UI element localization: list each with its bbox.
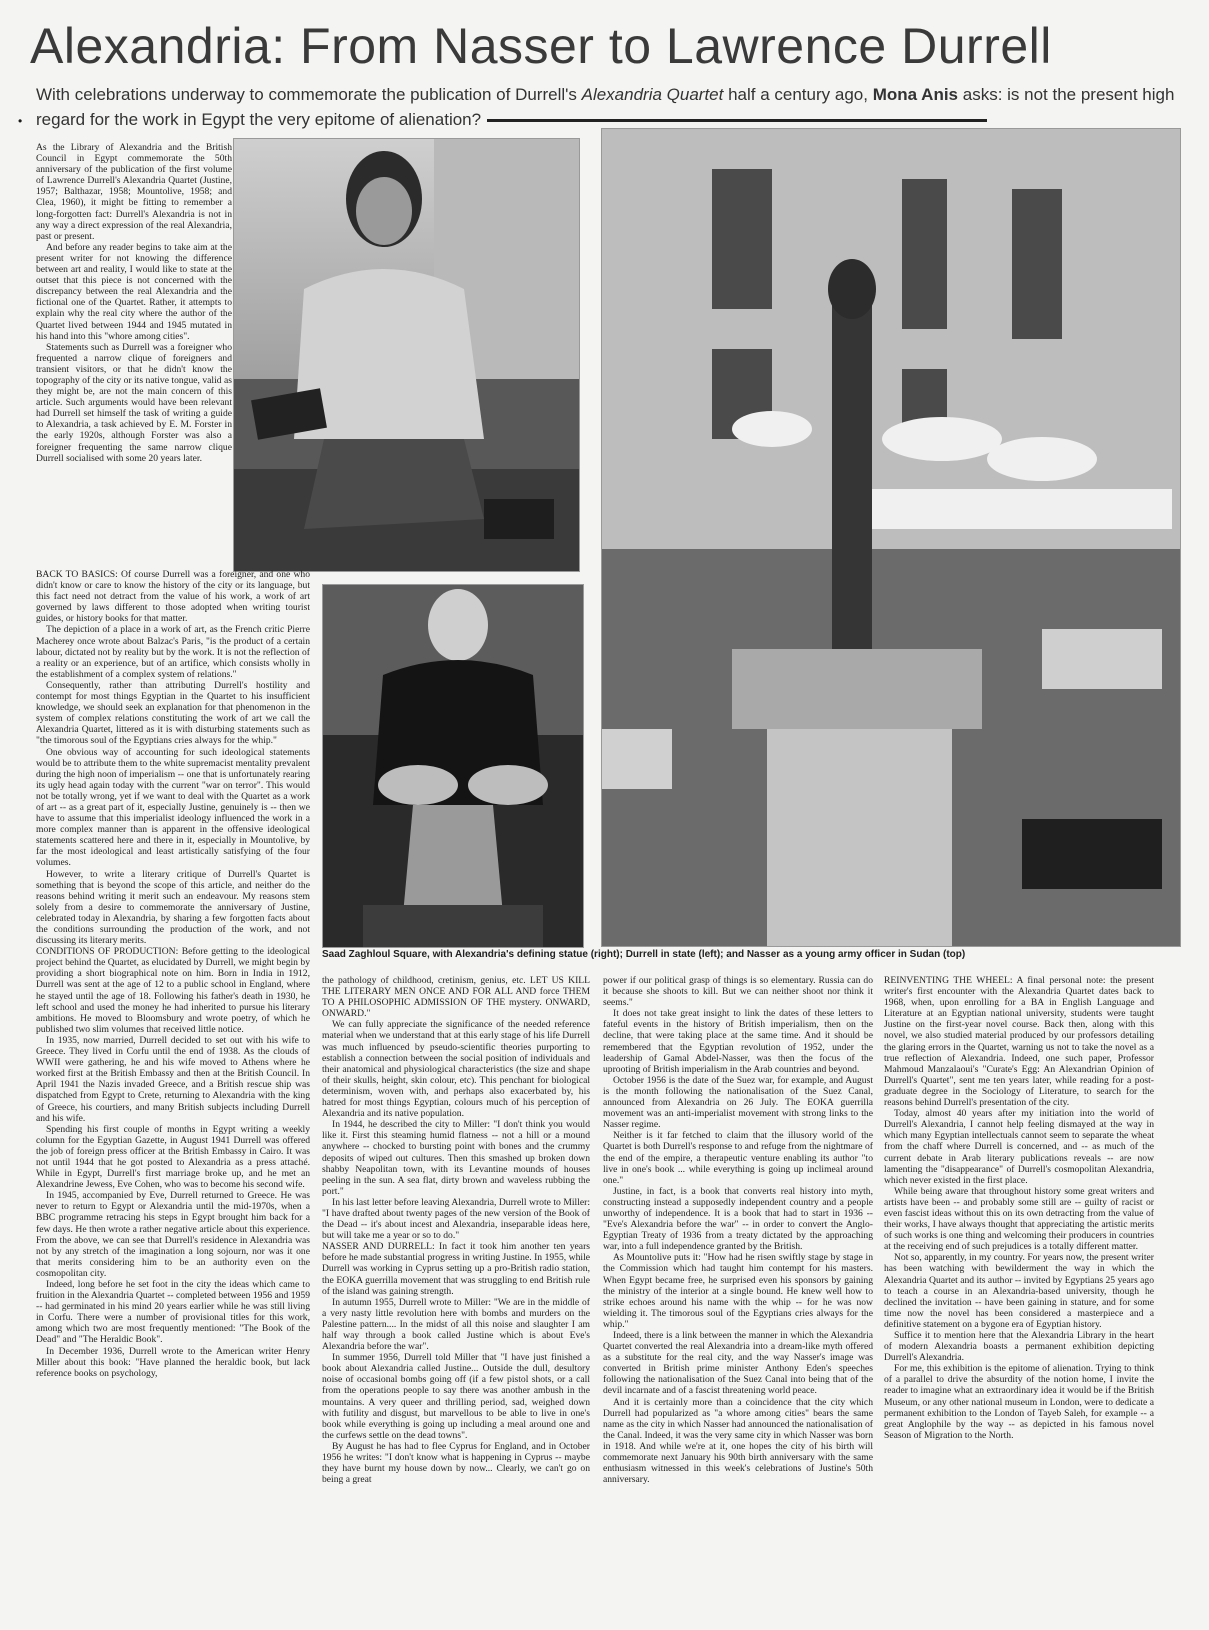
- paragraph: In autumn 1955, Durrell wrote to Miller: "We are in the middle of a very nasty little revolution here with bombs and murders on the Palestine pattern.... In the midst of all this noise and slaughter I am half way through a book called Justine which is about Eve's Alexandria before the war".: [322, 1296, 590, 1353]
- paragraph: In 1935, now married, Durrell decided to set out with his wife to Greece. They lived in Corfu until the end of 1938. As the clouds of WWII were gathering, he and his wife moved to Athens where he worked first at the British Embassy and then at the British Council. In April 1941 the Nazis invaded Greece, and a British rescue ship was dispatched from Egypt to Crete, returning to Alexandria with the king of Greece, his courtiers, and many British subjects including Durrell and his wife.: [36, 1034, 310, 1124]
- bullet-mark: •: [18, 114, 23, 128]
- paragraph: As Mountolive puts it: "How had he risen swiftly stage by stage in the Commission which had taught him contempt for his masters. When Egypt became free, he surprised even his sponsors by gaining the ministry of the interior at a single bound. He knew well how to strike echoes around his name with the whip -- for he was now wielding it. The timorous soul of the Egyptians cries always for the whip.": [603, 1252, 873, 1330]
- paragraph: Today, almost 40 years after my initiation into the world of Durrell's Alexandria, I cannot help feeling dismayed at the way in which many Egyptian intellectuals cannot seem to separate the wheat from the chaff where Durrell is concerned, and -- as much of the current debate in Arab literary publications reveals -- are now lamenting the "disappearance" of Durrell's cosmopolitan Alexandria, which never existed in the first place.: [884, 1108, 1154, 1186]
- article-column-1: [36, 142, 232, 569]
- paragraph: In summer 1956, Durrell told Miller that "I have just finished a book about Alexandria called Justine... Outside the dull, desultory noise of occasional bombs going off (if a few pistol shots, or a call from the operations people to say there was another ambush in the mountains. A very queer and thrilling period, sad, weighed down with futility and disgust, but marvellous to be able to live in one's book while everything is going up including a meal around one and the curfews settle on the dead towns".: [322, 1352, 590, 1441]
- paragraph: It does not take great insight to link the dates of these letters to fateful events in the history of British imperialism, then on the decline, that were taking place at the same time. And it should be remembered that the Egyptian revolution of 1952, under the leadership of Gamal Abdel-Nasser, was then the focus of the uprooting of British imperialism in the Arab countries and beyond.: [603, 1008, 873, 1075]
- paragraph: CONDITIONS OF PRODUCTION: Before getting to the ideological project behind the Quartet, as elucidated by Durrell, we might begin by providing a short biographical note on him. Born in India in 1912, Durrell was sent at the age of 12 to a public school in England, where he stayed until the age of 18. Following his father's death in 1930, he left school and used the money he had inherited to pursue his literary ambitions. He moved to Bloomsbury and wrote poetry, of which he published two slim volumes that received little notice.: [36, 946, 310, 1035]
- paragraph: Justine, in fact, is a book that converts real history into myth, constructing instead a supposedly independent country and a people unworthy of independence. It is a book that had to start in 1936 -- "Eve's Alexandria before the war" -- in order to convert the Anglo-Egyptian Treaty of 1936 from a treaty dictated by the approaching war, into a full independence granted by the British.: [603, 1185, 873, 1253]
- standfirst-rule: [487, 119, 987, 122]
- paragraph: In 1944, he described the city to Miller: "I don't think you would like it. First this steaming humid flatness -- not a hill or a mound anywhere -- chocked to bursting point with bones and the crummy deposits of wiped out cultures. Then this smashed up broken down shabby Neapolitan town, with its Levantine mounds of houses peeling in the sun. A sea flat, dirty brown and waveless rubbing the port.": [322, 1119, 590, 1197]
- paragraph: the pathology of childhood, cretinism, genius, etc. LET US KILL THE LITERARY MEN ONCE AND FOR ALL AND force THEM TO A PHILOSOPHIC ADMISSION OF THE mystery. ONWARD, ONWARD.": [322, 975, 590, 1020]
- paragraph: In December 1936, Durrell wrote to the American writer Henry Miller about this book: "Have planned the heraldic book, but lack reference books on psychology,: [36, 1345, 310, 1379]
- paragraph: Statements such as Durrell was a foreigner who frequented a narrow clique of foreigners and transient visitors, or that he didn't know the topography of the city or its native tongue, valid as they might be, are not the main concern of this article. Such arguments would have been relevant had Durrell set himself the task of writing a guide to Alexandria, a task achieved by E. M. Forster in the early 1920s, although Forster was also a foreigner frequenting the same narrow clique Durrell socialised with some 20 years later.: [36, 341, 232, 464]
- paragraph: BACK TO BASICS: Of course Durrell was a foreigner, and one who didn't know or care to know the history of the city or its language, but this fact need not detract from the value of his work, a work of art governed by laws different to those adopted when writing tourist guides, or history books for that matter.: [36, 569, 310, 625]
- standfirst-text: half a century ago,: [723, 85, 873, 104]
- paragraph: In his last letter before leaving Alexandria, Durrell wrote to Miller: "I have drafted about twenty pages of the new version of the Book of the Dead -- it's about incest and Alexandria, inseparable ideas here, but will take me a year or so to do.": [322, 1196, 590, 1242]
- paragraph: October 1956 is the date of the Suez war, for example, and August is the month following the nationalisation of the Suez Canal, announced from Alexandria on 26 July. The EOKA guerrilla movement was an anti-imperialist movement with strong links to the Nasser regime.: [603, 1074, 873, 1131]
- photo-durrell-image: [323, 585, 583, 947]
- paragraph: While being aware that throughout history some great writers and artists have been -- and probably some still are -- guilty of racist or even fascist ideas without this on its own detracting from the value of their works, I have always thought that appreciating the artistic merits of such works is one thing and welcoming their producers in countries at the receiving end of such prejudices is a totally different matter.: [884, 1185, 1154, 1253]
- paragraph: Indeed, long before he set foot in the city the ideas which came to fruition in the Alexandria Quartet -- completed between 1956 and 1959 -- had germinated in his mind 20 years earlier while he was still living in Corfu. There were a number of provisional titles for this work, among which two are most frequently mentioned: "The Book of the Dead" and "The Heraldic Book".: [36, 1279, 310, 1346]
- photo-square-image: [602, 129, 1180, 946]
- paragraph: And it is certainly more than a coincidence that the city which Durrell had popularized as "a whore among cities" bears the same name as the city in which Nasser had announced the nationalisation of the Canal. Indeed, it was the very same city in which Nasser was born in 1918. And while we're at it, one hopes the city of his birth will commemorate next January his 90th birth anniversary with the same enthusiasm witnessed in this week's celebrations of Justine's 50th anniversary.: [603, 1396, 873, 1486]
- paragraph: We can fully appreciate the significance of the needed reference material when we understand that at this early stage of his life Durrell was much influenced by pseudo-scientific theories purporting to establish a connection between the social position of individuals and their anatomical and physiological characteristics (the size and shape of their skulls, height, skin colour, etc). This penchant for biological determinism, woven with, and perhaps also exacerbated by, his hatred for most things Egyptian, colours much of his perception of Alexandria and its native population.: [322, 1019, 590, 1120]
- paragraph: By August he has had to flee Cyprus for England, and in October 1956 he writes: "I don't know what is happening in Cyprus -- maybe they have burnt my house down by now... Clearly, we can't go on being a great: [322, 1440, 590, 1486]
- paragraph: In 1945, accompanied by Eve, Durrell returned to Greece. He was never to return to Egypt or Alexandria until the mid-1970s, when a BBC programme retracing his steps in Egypt brought him back for a few days. He then wrote a rather negative article about this experience. From the above, we can see that Durrell's residence in Alexandria was not by any stretch of the imagination a long sojourn, nor was it one that merits considering him to be an authority even on the cosmopolitan city.: [36, 1190, 310, 1279]
- standfirst-text: With celebrations underway to commemorate the publication of Durrell's: [36, 85, 582, 104]
- photo-saad-zaghloul-square: [601, 128, 1181, 947]
- paragraph: NASSER AND DURRELL: In fact it took him another ten years before he made substantial progress in writing Justine. In 1955, while Durrell was working in Cyprus setting up a pro-British radio station, the EOKA guerrilla movement that was struggling to end British rule of the island was gaining strength.: [322, 1241, 590, 1297]
- paragraph: Neither is it far fetched to claim that the illusory world of the Quartet is both Durrell's response to and refuge from the nightmare of the end of the empire, a therapeutic venture enabling its author "to live in one's book ... while everything is going up inclimeal around one.": [603, 1130, 873, 1186]
- standfirst-text: asks: is not the present high regard for the work in Egypt the very epitome of alienation?: [36, 85, 1175, 129]
- article-column-1-continued: [36, 569, 310, 1624]
- photo-nasser-young-officer: [233, 138, 580, 572]
- paragraph: Suffice it to mention here that the Alexandria Library in the heart of modern Alexandria boasts a permanent exhibition depicting Durrell's Alexandria.: [884, 1330, 1154, 1364]
- photo-durrell-seated: [322, 584, 584, 948]
- standfirst-book-title: Alexandria Quartet: [581, 85, 724, 104]
- paragraph: Not so, apparently, in my country. For years now, the present writer has been watching with bewilderment the way in which the Alexandria Quartet and its author -- invited by Egyptians 25 years ago to teach a course in an Alexandria-based university, though he declined the invitation -- have been gaining in stature, and for some time now the novel has been considered a masterpiece and a definitive statement on a bygone era of Egyptian history.: [884, 1252, 1154, 1330]
- paragraph: REINVENTING THE WHEEL: A final personal note: the present writer's first encounter with the Alexandria Quartet dates back to 1968, when, upon enrolling for a BA in English Language and Literature at an Egyptian national university, students were taught Justine on the first-year novel course. Back then, along with this novel, we also studied material produced by our professors detailing the glaring errors in the Quartet, warning us not to take the novel as a true reflection of Alexandria. Indeed, one such paper, Professor Mahmoud Manzalaoui's "Curate's Egg: An Alexandrian Opinion of Durrell's Quartet", sent me ten years later, while reading for a post-graduate degree in the Sociology of Literature, to search for the reasons behind Durrell's presentation of the city.: [884, 975, 1154, 1109]
- headline: Alexandria: From Nasser to Lawrence Durrell: [30, 18, 1052, 74]
- paragraph: Indeed, there is a link between the manner in which the Alexandria Quartet converted the real Alexandria into a dream-like myth offered as a substitute for the real city, and the way Nasser's image was converted in British prime minister Anthony Eden's speeches following the nationalisation of the Suez Canal into being that of the devil incarnate and of a fascist threatening world peace.: [603, 1330, 873, 1397]
- paragraph: power if our political grasp of things is so elementary. Russia can do it because she shoots to kill. But we can neither shoot nor think it seems.": [603, 975, 873, 1009]
- paragraph: The depiction of a place in a work of art, as the French critic Pierre Macherey once wrote about Balzac's Paris, "is the product of a certain labour, dictated not by reality but by the work. It is not the reflection of a reality or an experience, but of an artifice, which consists wholly in the establishment of a complex system of relations.": [36, 624, 310, 680]
- photo-caption: Saad Zaghloul Square, with Alexandria's defining statue (right); Durrell in state (left); and Nasser as a young army officer in Sudan (top): [322, 949, 966, 960]
- paragraph: However, to write a literary critique of Durrell's Quartet is something that is beyond the scope of this article, and neither do the reasons behind writing it merit such an endeavour. My reasons stem solely from a desire to commemorate the anniversary of Justine, celebrated today in Alexandria, by sharing a few forgotten facts about the conditions surrounding the production of the work, and not discussing its literary merits.: [36, 868, 310, 947]
- paragraph: For me, this exhibition is the epitome of alienation. Trying to think of a parallel to drive the absurdity of the notion home, I invite the reader to imagine what an extraordinary idea it would be if the British Museum, or any other national museum in London, were to dedicate a permanent exhibition to the London of Tayeb Saleh, for example -- a great Anglophile by the way -- as depicted in his famous novel Season of Migration to the North.: [884, 1363, 1154, 1441]
- paragraph: Spending his first couple of months in Egypt writing a weekly column for the Egyptian Gazette, in August 1941 Durrell was offered the job of foreign press officer at the British Embassy in Cairo. It was not until 1944 that he got posted to Alexandria as a press attaché. While in Egypt, Durrell's first marriage broke up, and he met an Alexandrine Jewess, Eve Cohen, who was to become his second wife.: [36, 1123, 310, 1191]
- standfirst: [36, 82, 1186, 132]
- paragraph: One obvious way of accounting for such ideological statements would be to attribute them to the white supremacist mentality prevalent during the high noon of imperialism -- one that is unfortunately rearing its ugly head again today with the current "war on terror". This would not be totally wrong, yet if we want to deal with the Quartet as a work of art -- as a great part of it, especially Justine, genuinely is -- then we have to assume that this imperialist ideology influenced the work in a more complex manner than is apparent in the offensive ideological statements scattered here and there in it, especially in Mountolive, by far the most ideological and least artistically satisfying of the four volumes.: [36, 746, 310, 869]
- paragraph: Consequently, rather than attributing Durrell's hostility and contempt for most things Egyptian in the Quartet to his insufficient knowledge, we should seek an explanation for that phenomenon in the system of complex relations constituting the work of art we call the Alexandria Quartet, littered as it is with disturbing statements such as "the timorous soul of the Egyptians cries always for the whip.": [36, 679, 310, 747]
- article-column-2: [322, 975, 590, 1630]
- author-name: Mona Anis: [872, 85, 959, 104]
- paragraph: And before any reader begins to take aim at the present writer for not knowing the difference between art and reality, I would like to state at the outset that this piece is not concerned with the discrepancy between the real Alexandria and the fictional one of the Quartet. Rather, it attempts to explain why the real city where the author of the Quartet lived between 1944 and 1945 mutated in his hand into this "whore among cities".: [36, 241, 232, 342]
- photo-nasser-image: [234, 139, 579, 571]
- article-column-4: [884, 975, 1154, 1630]
- article-column-3: [603, 975, 873, 1630]
- paragraph: As the Library of Alexandria and the British Council in Egypt commemorate the 50th anniversary of the publication of the first volume of Lawrence Durrell's Alexandria Quartet (Justine, 1957; Balthazar, 1958; Mountolive, 1958; and Clea, 1960), it might be fitting to remember a long-forgotten fact: Durrell's Alexandria is not in any way a direct expression of the real Alexandria, past or present.: [36, 142, 232, 242]
